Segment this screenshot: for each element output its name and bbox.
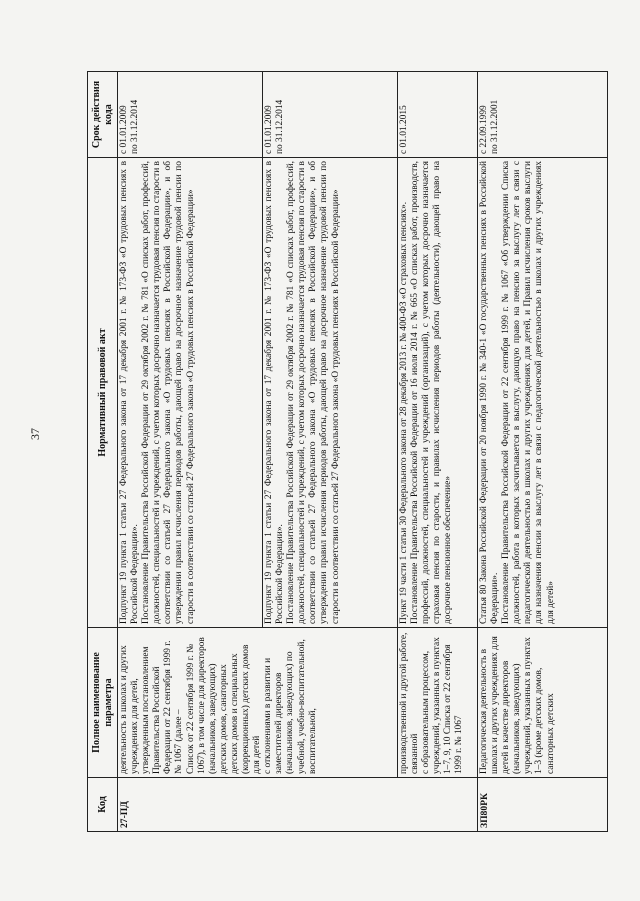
act-text: Постановление Правительства Российской Федерации от 16 июля 2014 г. № 665 «О списках работ, производств, профессий, должностей, специальностей и учреждений (организаций), с учетом которых досрочно назначается страховая пенсия по старости, и правилах исчисления периодов работы (деятельности), дающей право на досрочное пенсионное обеспечение»: [410, 161, 454, 624]
term-text: с 01.01.2015: [399, 105, 409, 154]
act-text: Статья 80 Закона Российской Федерации от 20 ноября 1990 г. № 340-1 «О государственных пенсиях в Российской Федерации».: [479, 161, 501, 624]
param-text: деятельность в школах и других учреждениях для детей, утвержденным постановлением Правительства Российской Федерации от 22 сентября 1999 г. № 1067 (далее –: [119, 640, 185, 774]
act-text: Подпункт 19 пункта 1 статьи 27 Федерального закона от 17 декабря 2001 г. № 173-ФЗ «О трудовых пенсиях в Российской Федерации».: [119, 161, 141, 624]
act-text: Подпункт 19 пункта 1 статьи 27 Федерального закона от 17 декабря 2001 г. № 173-ФЗ «О трудовых пенсиях в Российской Федерации».: [264, 161, 286, 624]
term-cell: [398, 72, 478, 158]
term-text: по 31.12.2014: [275, 99, 286, 154]
table-header-row: [88, 72, 118, 832]
codes-table: [87, 71, 608, 832]
rotated-page: [87, 72, 607, 832]
term-cell: [478, 72, 608, 158]
term-text: по 31.12.2001: [490, 99, 501, 154]
table-row: [478, 72, 608, 832]
act-text: Постановление Правительства Российской Федерации от 22 сентября 1999 г. № 1067 «Об утверждении Списка должностей, работа в которых засчитывается в выслугу, дающую право на пенсию за выслугу лет в связи с педагогической деятельностью в школах и других учреждениях для детей, и Правил исчисления сроков выслуги для назначения пенсии за выслугу лет в связи с педагогической деятельностью в школах и других учреждениях для детей»: [501, 161, 556, 624]
param-cell: [398, 628, 478, 778]
table-row: [118, 72, 263, 832]
term-cell: [263, 72, 398, 158]
term-text: по 31.12.2014: [130, 99, 141, 154]
param-text: производственной и другой работе, связанной: [399, 632, 421, 774]
param-text: Список от 22 сентября 1999 г. № 1067), в том числе для директоров (начальников, заведующих) детских домов, санаторных детских домов и специальных (коррекционных) детских домов для детей: [185, 637, 263, 774]
header-param: Полное наименование параметра: [88, 628, 118, 778]
act-text: Постановление Правительства Российской Федерации от 29 октября 2002 г. № 781 «О списках работ, профессий, должностей, специальностей и учреждений, с учетом которых досрочно назначается трудовая пенсия по старости в соответствии со статьей 27 Федерального закона «О трудовых пенсиях в Российской Федерации», и об утверждении правил исчисления периодов работы, дающей право на досрочное назначение трудовой пенсии по старости в соответствии со статьей 27 Федерального закона «О трудовых пенсиях в Российской Федерации»: [141, 161, 196, 624]
header-act: Нормативный правовой акт: [88, 158, 118, 628]
code-cell: ЗП80РК: [478, 778, 608, 832]
header-term: Срок действия кода: [88, 72, 118, 158]
act-cell: [478, 158, 608, 628]
term-text: с 01.01.2009: [264, 105, 274, 154]
act-text: Постановление Правительства Российской Федерации от 29 октября 2002 г. № 781 «О списках работ, профессий, должностей, специальностей и учреждений, с учетом которых досрочно назначается трудовая пенсия по старости в соответствии со статьей 27 Федерального закона «О трудовых пенсиях в Российской Федерации», и об утверждении правил исчисления периодов работы, дающей право на досрочное назначение трудовой пенсии по старости в соответствии со статьей 27 Федерального закона «О трудовых пенсиях в Российской Федерации»: [286, 161, 341, 624]
table-row: [398, 72, 478, 832]
term-text: с 22.09.1999: [479, 105, 489, 154]
param-cell: [478, 628, 608, 778]
param-text: Педагогическая деятельность в школах и других учреждениях для детей в качестве директоров (начальников, заведующих) учреждений, указанных в пунктах 1–3 (кроме детских домов, санаторных детских: [479, 636, 556, 774]
param-text: с образовательным процессом, учреждений, указанных в пунктах 1–7, 9, 10 Списка от 22 сентября 1999 г. № 1067: [421, 637, 465, 774]
term-text: с 01.01.2009: [119, 105, 129, 154]
act-text: Пункт 19 части 1 статьи 30 Федерального закона от 28 декабря 2013 г. № 400-ФЗ «О страховых пенсиях».: [399, 201, 409, 624]
param-text: с отклонениями в развитии и заместителей директоров (начальников, заведующих) по учебной, учебно-воспитательной, воспитательной,: [263, 639, 318, 774]
term-cell: [118, 72, 263, 158]
code-cell: 27-ПД: [118, 778, 478, 832]
act-cell: [118, 158, 263, 628]
act-cell: [263, 158, 398, 628]
page-number: 37: [28, 428, 42, 440]
param-cell: [118, 628, 398, 778]
act-cell: [398, 158, 478, 628]
header-code: Код: [88, 778, 118, 832]
